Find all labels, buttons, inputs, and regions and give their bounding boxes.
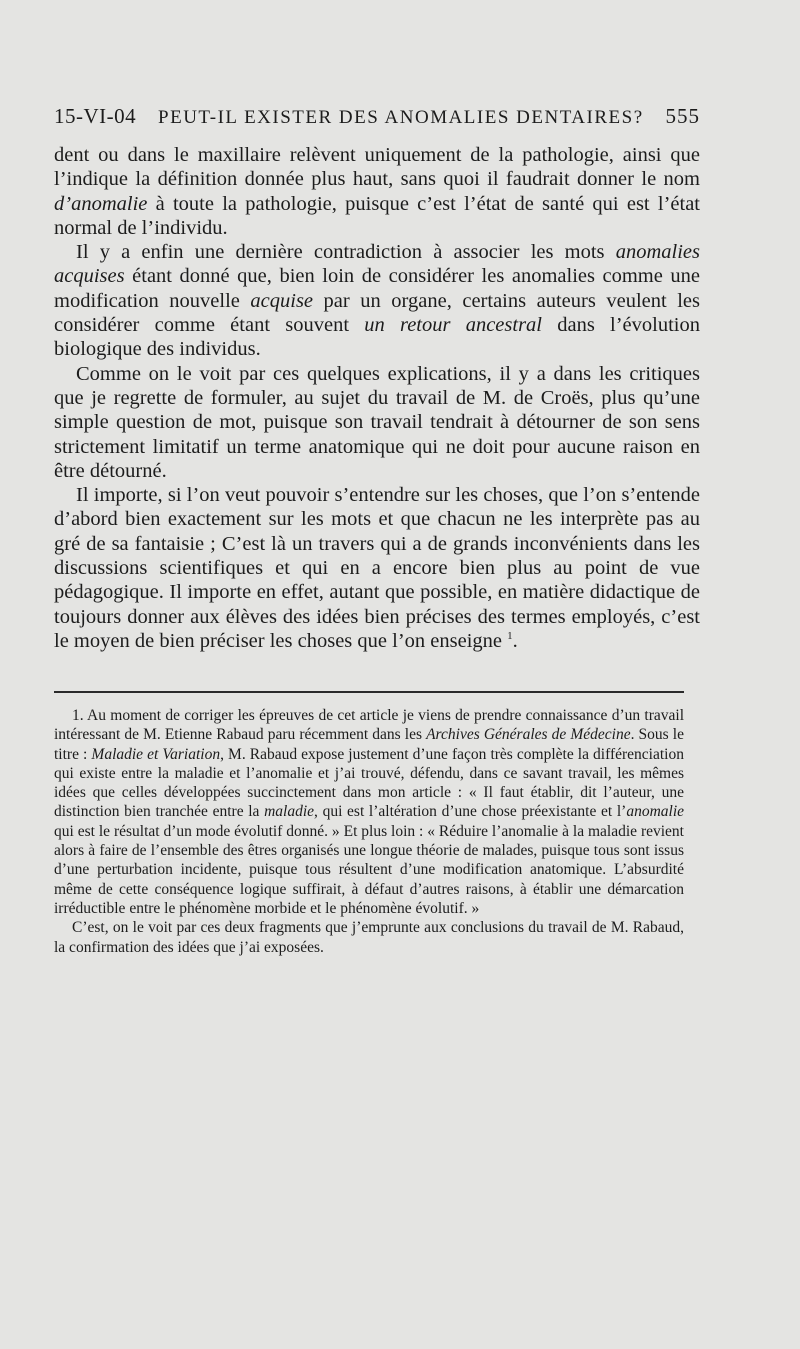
paragraph-4 bbox=[54, 483, 700, 653]
paragraph-text: Il y a enfin une dernière contradiction à associer les mots bbox=[76, 241, 616, 264]
footnote-text: . Sous le titre : bbox=[54, 726, 684, 763]
footnotes bbox=[54, 706, 684, 957]
paragraph-text: . bbox=[512, 629, 518, 652]
page-number: 555 bbox=[665, 104, 700, 128]
paragraph-1 bbox=[54, 143, 700, 240]
italic-term: anomalie bbox=[626, 803, 685, 821]
footnote-text: , qui est l’altération d’une chose préexistante et l’ bbox=[314, 803, 627, 821]
paragraph-text: dent ou dans le maxillaire relèvent uniquement de la pathologie, ainsi que l’indique la définition donnée plus haut, sans quoi il faudrait donner le nom bbox=[54, 144, 700, 191]
footnote-text: , M. Rabaud expose justement d’une façon très complète la différenciation qui existe entre la maladie et l’anomalie et j’ai trouvé, défendu, dans ce savant travail, les mêmes idées que celles développées succinctement dans mon article : « Il faut établir, dit l’auteur, une distinction bien tranchée entre la bbox=[54, 745, 684, 821]
footnote-marker: 1 bbox=[507, 630, 513, 643]
running-title: PEUT-IL EXISTER DES ANOMALIES DENTAIRES? bbox=[158, 107, 644, 128]
italic-term: acquise bbox=[250, 289, 314, 312]
italic-term: maladie bbox=[264, 803, 315, 821]
paragraph-text: par un organe, certains auteurs veulent les considérer comme étant souvent bbox=[54, 289, 700, 337]
main-text bbox=[54, 143, 700, 653]
footnote-text: 1. Au moment de corriger les épreuves de cet article je viens de prendre connaissance d’un travail intéressant de M. Etienne Rabaud paru récemment dans les bbox=[54, 707, 684, 744]
footnote-continuation: C’est, on le voit par ces deux fragments que j’emprunte aux conclusions du travail de M. Rabaud, la confirmation des idées que j’ai exposées. bbox=[54, 919, 684, 956]
running-header bbox=[54, 104, 700, 138]
italic-title: Maladie et Variation bbox=[91, 745, 221, 763]
paragraph-text: étant donné que, bien loin de considérer les anomalies comme une modification nouvelle bbox=[54, 265, 700, 312]
footnote-1 bbox=[54, 706, 684, 918]
header-date: 15-VI-04 bbox=[54, 104, 137, 128]
italic-journal: Archives Générales de Médecine bbox=[426, 726, 631, 744]
italic-term: d’anomalie bbox=[54, 192, 148, 215]
paragraph-text: Il importe, si l’on veut pouvoir s’entendre sur les choses, que l’on s’entende d’abord bien exactement sur les mots et que chacun ne les interprète pas au gré de sa fantaisie ; C’est là un travers qui a de grands inconvénients dans les discussions scientifiques et qui en a encore bien plus au point de vue pédagogique. Il importe en effet, autant que possible, en matière didactique de toujours donner aux élèves des idées bien précises des termes employés, c’est le moyen de bien préciser les choses que l’on enseigne bbox=[54, 484, 700, 652]
book-page bbox=[54, 0, 700, 1349]
paragraph-text: dans l’évolution biologique des individus. bbox=[54, 314, 700, 361]
paragraph-3: Comme on le voit par ces quelques explications, il y a dans les critiques que je regrette de formuler, au sujet du travail de M. de Croës, plus qu’une simple question de mot, puisque son travail tendrait à détourner de son sens strictement limitatif un terme anatomique qui ne doit pour aucune raison en être détourné. bbox=[54, 362, 700, 482]
italic-term: un retour ancestral bbox=[364, 314, 542, 337]
footnote-text: qui est le résultat d’un mode évolutif donné. » Et plus loin : « Réduire l’anomalie à la maladie revient alors à faire de l’ensemble des êtres organisés une longue théorie de malades, puisque tous sont issus d’une perturbation incidente, puisque tous résultent d’une modification anatomique. L’absurdité même de cette conséquence logique suffirait, à défaut d’autres raisons, à établir une démarcation irréductible entre le phénomène morbide et le phénomène évolutif. » bbox=[54, 822, 684, 917]
footnote-rule bbox=[54, 691, 684, 693]
paragraph-2 bbox=[54, 240, 700, 361]
paragraph-text: à toute la pathologie, puisque c’est l’état de santé qui est l’état normal de l’individu. bbox=[54, 192, 700, 239]
italic-term: anomalies acquises bbox=[54, 241, 700, 288]
